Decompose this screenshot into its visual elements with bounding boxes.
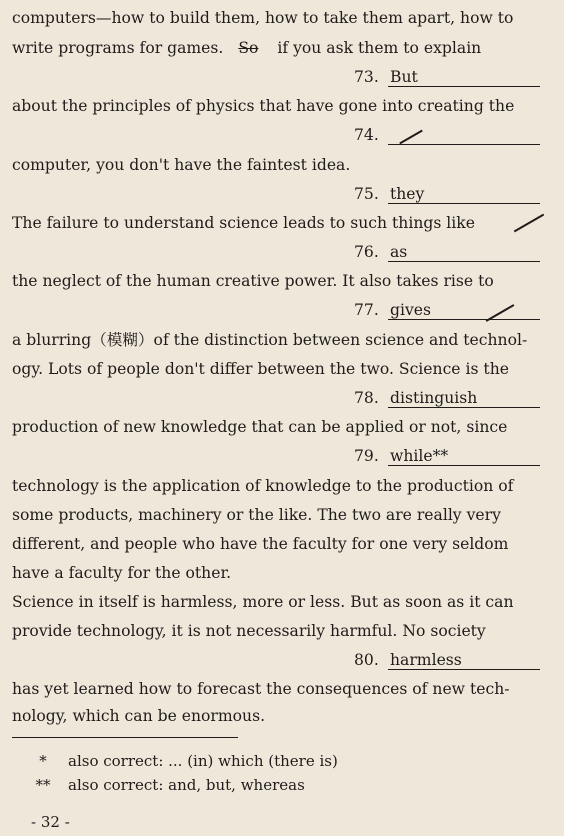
footnote: [18, 751, 338, 771]
text-line: Science in itself is harmless, more or less. But as soon as it can: [12, 593, 514, 611]
footnote-text: also correct: ... (in) which (there is): [68, 752, 338, 770]
text-line: some products, machinery or the like. The two are really very: [12, 506, 501, 524]
text-line: the neglect of the human creative power. It also takes rise to: [12, 272, 494, 290]
text-segment: write programs for games.: [12, 39, 224, 57]
footnote-text: also correct: and, but, whereas: [68, 776, 305, 794]
footnote-divider: [12, 737, 238, 738]
answer-text: while**: [388, 447, 540, 466]
answer-number: 77.: [354, 301, 379, 319]
answer-text: harmless: [388, 651, 540, 670]
answer-blank: [354, 446, 548, 466]
text-line: ogy. Lots of people don't differ between the two. Science is the: [12, 360, 509, 378]
answer-number: 80.: [354, 651, 379, 669]
answer-text: gives: [388, 301, 540, 320]
answer-text: as: [388, 243, 540, 262]
answer-text: they: [388, 185, 540, 204]
text-line: has yet learned how to forecast the consequences of new tech-: [12, 680, 510, 698]
text-line: computer, you don't have the faintest idea.: [12, 156, 351, 174]
answer-blank: [354, 300, 548, 320]
answer-text: distinguish: [388, 389, 540, 408]
answer-blank: [354, 650, 548, 670]
answer-blank: [354, 184, 548, 204]
answer-number: 75.: [354, 185, 379, 203]
text-line: The failure to understand science leads to such things like: [12, 214, 475, 232]
text-line: production of new knowledge that can be applied or not, since: [12, 418, 508, 436]
answer-text: But: [388, 68, 540, 87]
answer-blank: [354, 125, 548, 145]
answer-number: 76.: [354, 243, 379, 261]
text-line: about the principles of physics that have gone into creating the: [12, 97, 515, 115]
text-line: have a faculty for the other.: [12, 564, 232, 582]
text-line: provide technology, it is not necessarily harmful. No society: [12, 622, 486, 640]
text-line: nology, which can be enormous.: [12, 707, 266, 725]
answer-number: 79.: [354, 447, 379, 465]
footnote-mark: **: [35, 776, 51, 794]
answer-blank: [354, 388, 548, 408]
text-segment: if you ask them to explain: [277, 39, 482, 57]
text-line: different, and people who have the faculty for one very seldom: [12, 535, 509, 553]
text-line: a blurring（模糊）of the distinction between science and technol-: [12, 331, 528, 349]
page-number: - 32 -: [31, 813, 70, 831]
answer-blank: [354, 242, 548, 262]
text-line: technology is the application of knowledge to the production of: [12, 477, 514, 495]
answer-blank: [354, 67, 548, 87]
footnote-mark: *: [39, 752, 47, 770]
answer-number: 78.: [354, 389, 379, 407]
footnote: [18, 775, 305, 795]
text-line: computers—how to build them, how to take them apart, how to: [12, 9, 514, 27]
text-line: [12, 38, 548, 58]
answer-number: 74.: [354, 126, 379, 144]
struck-word: So: [238, 39, 259, 57]
answer-number: 73.: [354, 68, 379, 86]
